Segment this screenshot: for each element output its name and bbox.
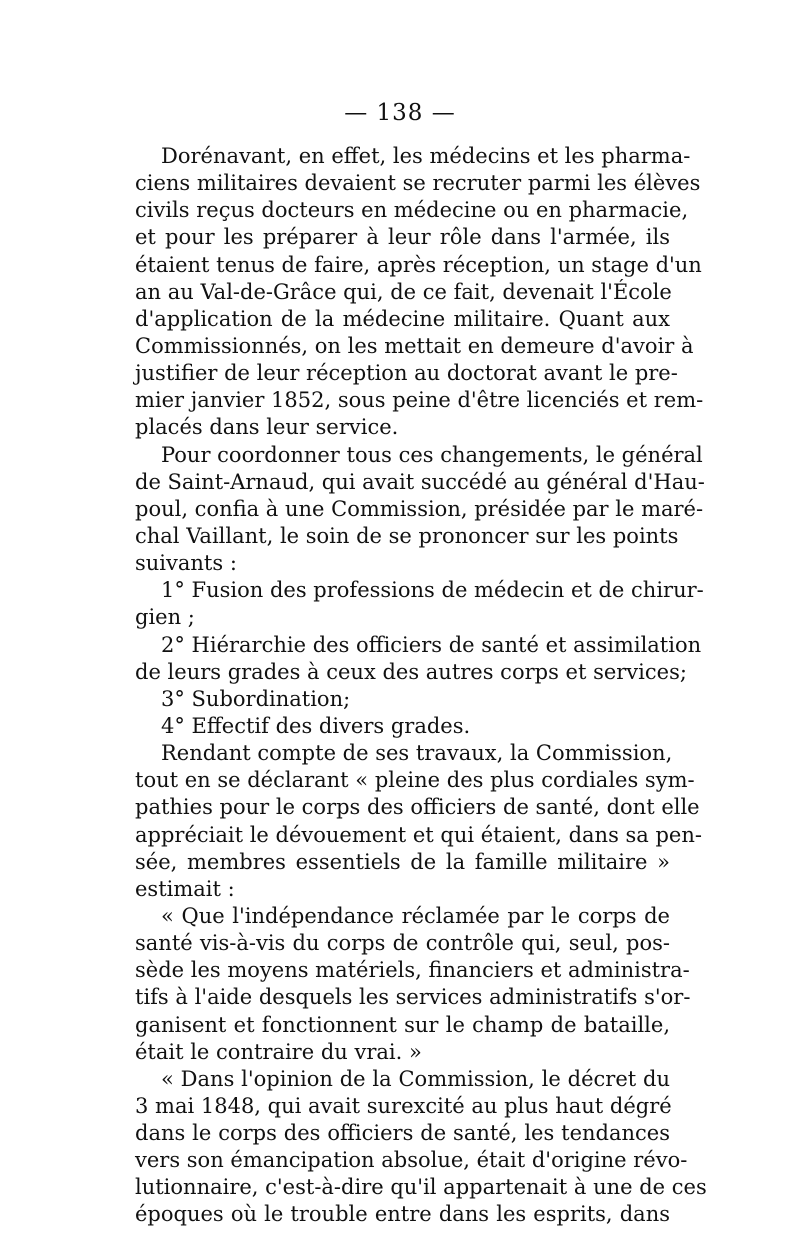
quote-line: vers son émancipation absolue, était d'origine révo- [135,1148,688,1173]
text-line: an au Val-de-Grâce qui, de ce fait, devenait l'École [135,279,672,304]
text-line: et pour les préparer à leur rôle dans l'armée, ils [135,225,670,250]
quote-line: tifs à l'aide desquels les services administratifs s'or- [135,985,691,1010]
list-item-line: 1° Fusion des professions de médecin et de chirur- [161,578,704,603]
quote-line: « Que l'indépendance réclamée par le corps de [161,903,670,928]
text-line: étaient tenus de faire, après réception, un stage d'un [135,252,702,277]
text-line: Rendant compte de ses travaux, la Commission, [161,741,673,766]
quote-line: dans le corps des officiers de santé, les tendances [135,1121,670,1146]
text-line: poul, confia à une Commission, présidée par le maré- [135,496,704,521]
list-item-line: gien ; [135,605,195,630]
text-line: sée, membres essentiels de la famille militaire » [135,849,670,874]
text-line: d'application de la médecine militaire. Quant aux [135,306,670,331]
text-line: pathies pour le corps des officiers de santé, dont elle [135,795,700,820]
text-line: mier janvier 1852, sous peine d'être licenciés et rem- [135,388,704,413]
quote-line: « Dans l'opinion de la Commission, le décret du [161,1066,670,1091]
quote-line: ganisent et fonctionnent sur le champ de bataille, [135,1012,670,1037]
quote-line: époques où le trouble entre dans les esprits, dans [135,1202,670,1227]
text-line: chal Vaillant, le soin de se prononcer sur les points [135,523,679,548]
text-line: estimait : [135,876,235,901]
text-line: suivants : [135,551,237,576]
text-line: civils reçus docteurs en médecine ou en pharmacie, [135,198,689,223]
quote-line: était le contraire du vrai. » [135,1039,422,1064]
text-line: placés dans leur service. [135,415,399,440]
text-line: appréciait le dévouement et qui étaient, dans sa pen- [135,822,702,847]
text-line: tout en se déclarant « pleine des plus cordiales sym- [135,768,695,793]
quote-line: santé vis-à-vis du corps de contrôle qui, seul, pos- [135,931,670,956]
text-line: ciens militaires devaient se recruter parmi les élèves [135,171,701,196]
text-line: de Saint-Arnaud, qui avait succédé au général d'Hau- [135,469,705,494]
page-number: — 138 — [344,100,456,126]
text-line: Commissionnés, on les mettait en demeure d'avoir à [135,333,694,358]
quote-line: lutionnaire, c'est-à-dire qu'il appartenait à une de ces [135,1175,707,1200]
list-item-line: 4° Effectif des divers grades. [161,713,471,738]
list-item-line: 3° Subordination; [161,686,351,711]
body-text [135,143,707,1229]
list-item-line: 2° Hiérarchie des officiers de santé et assimilation [161,632,702,657]
text-line: Pour coordonner tous ces changements, le général [161,442,703,467]
text-line: justifier de leur réception au doctorat avant le pre- [135,361,678,386]
text-line: Dorénavant, en effet, les médecins et les pharma- [161,144,691,168]
list-item-line: de leurs grades à ceux des autres corps et services; [135,659,687,684]
quote-line: sède les moyens matériels, financiers et administra- [135,958,690,983]
quote-line: 3 mai 1848, qui avait surexcité au plus haut dégré [135,1093,672,1118]
